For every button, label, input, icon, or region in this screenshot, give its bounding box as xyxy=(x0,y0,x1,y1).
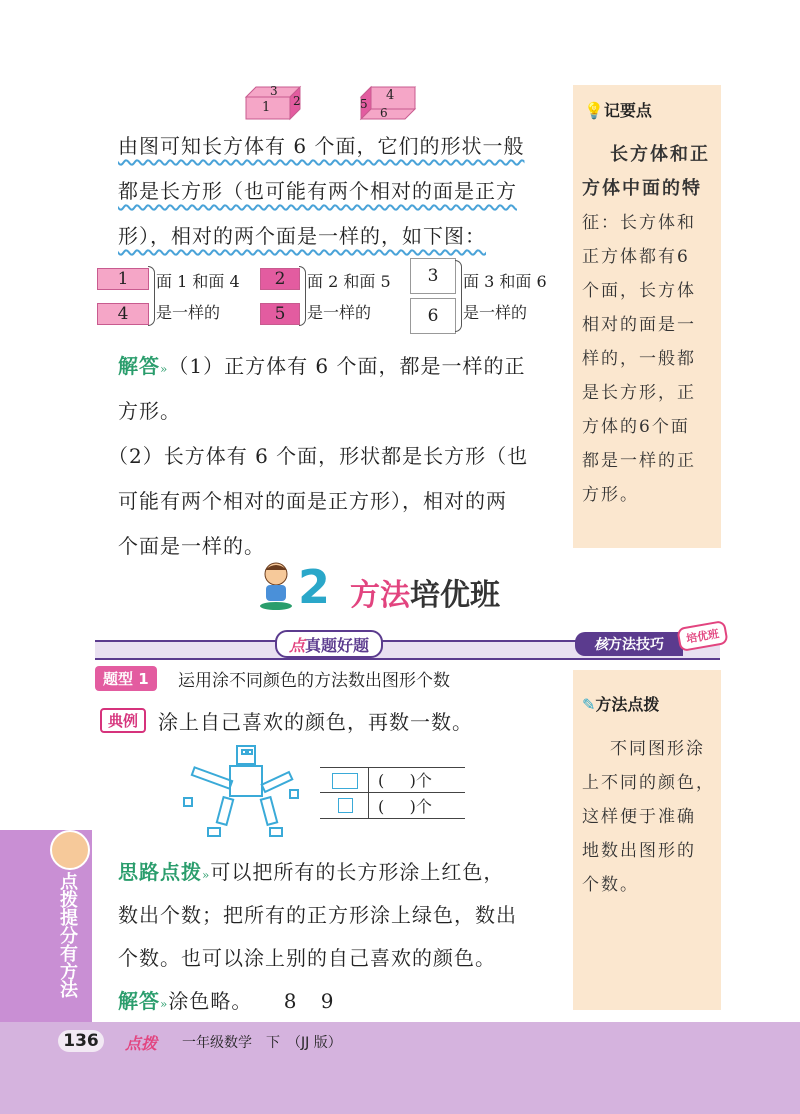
brace-1 xyxy=(148,266,155,326)
page-number: 136 xyxy=(58,1030,104,1052)
final-answer-label: 解答 xyxy=(118,989,160,1013)
final-answer-value-2: 9 xyxy=(320,989,335,1013)
thinking-line-3: 个数。也可以涂上别的自己喜欢的颜色。 xyxy=(118,946,496,970)
footer-band xyxy=(0,1022,800,1114)
section-title: 方法培优班 xyxy=(350,578,500,613)
section-number: 2 xyxy=(298,560,331,614)
robot-figure xyxy=(180,742,310,842)
footer-subject: 一年级数学 下 （JJ 版） xyxy=(182,1035,342,1051)
face-box-5: 5 xyxy=(260,303,300,325)
method-body: 不同图形涂 上不同的颜色， 这样便于准确 地数出图形的 个数。 xyxy=(582,739,715,895)
banner-right-tab: 核 方法技巧 xyxy=(575,632,683,656)
example-tag: 典例 xyxy=(100,708,146,733)
left-strip-text: 点拨提分有方法 xyxy=(57,872,78,998)
count-table xyxy=(320,767,465,819)
example-text: 涂上自己喜欢的颜色，再数一数。 xyxy=(158,710,473,734)
square-icon xyxy=(338,798,353,813)
method-title: ✎方法点拨 xyxy=(582,695,660,714)
rectangle-icon xyxy=(332,773,358,789)
intro-line-2: 都是长方形（也可能有两个相对的面是正方 xyxy=(118,179,517,203)
cube2-bottom-label: 6 xyxy=(380,106,388,120)
final-answer-value-1: 8 xyxy=(283,989,298,1013)
face-box-3: 3 xyxy=(410,258,456,294)
pair-1-desc-2: 是一样的 xyxy=(156,303,221,322)
answer-arrow-icon: » xyxy=(160,362,169,376)
cube1-top-label: 3 xyxy=(270,84,278,98)
answer1-line-2: 方形。 xyxy=(118,399,181,423)
face-box-6: 6 xyxy=(410,298,456,334)
thinking-label: 思路点拨 xyxy=(118,860,202,884)
cube2-left-label: 5 xyxy=(360,97,368,111)
final-answer: 解答»涂色略。 8 9 xyxy=(118,989,335,1013)
cube1-front-label: 1 xyxy=(262,100,271,115)
table-line-bottom xyxy=(320,818,465,819)
lightbulb-icon: 💡 xyxy=(584,101,604,120)
face-box-4: 4 xyxy=(97,303,149,325)
pencil-icon: ✎ xyxy=(582,695,596,714)
mascot-icon xyxy=(256,560,296,612)
banner-right-badge: 培优班 xyxy=(676,620,728,652)
brace-3 xyxy=(455,260,462,332)
cube1-side-label: 2 xyxy=(293,94,301,108)
thinking-line-1: 思路点拨»可以把所有的长方形涂上红色， xyxy=(118,860,505,884)
pair-2-desc-1: 面 2 和面 5 xyxy=(307,272,391,291)
table-row: ( )个 xyxy=(378,797,432,816)
pair-3-desc-2: 是一样的 xyxy=(463,303,528,322)
face-box-2: 2 xyxy=(260,268,300,290)
answer2-line-3: 个面是一样的。 xyxy=(118,534,265,558)
banner-left-tab: 点 真题好题 xyxy=(275,630,383,658)
table-row: ( )个 xyxy=(378,771,432,790)
pair-3-desc-1: 面 3 和面 6 xyxy=(463,272,547,291)
pair-2-desc-2: 是一样的 xyxy=(307,303,372,322)
answer1-line-1: 解答»（1）正方体有 6 个面，都是一样的正 xyxy=(118,354,526,378)
thinking-line-2: 数出个数；把所有的正方形涂上绿色，数出 xyxy=(118,903,517,927)
question-type-text: 运用涂不同颜色的方法数出图形个数 xyxy=(178,671,450,691)
table-line-mid xyxy=(320,792,465,793)
brace-2 xyxy=(299,266,306,326)
pair-1-desc-1: 面 1 和面 4 xyxy=(156,272,240,291)
memo-body: 长方体和正 方体中面的特 征：长方体和 正方体都有6 个面，长方体 相对的面是一 样的，一般都 是长方形，正 方体的6个面 都是一样的正 方形。 xyxy=(582,144,710,505)
intro-line-3: 形），相对的两个面是一样的，如下图： xyxy=(118,224,486,248)
table-divider xyxy=(368,767,369,819)
mascot-face-icon xyxy=(50,830,90,870)
cube2-back-label: 4 xyxy=(386,88,395,103)
intro-line-1: 由图可知长方体有 6 个面，它们的形状一般 xyxy=(118,134,525,158)
footer-brand: 点拨 xyxy=(125,1034,158,1053)
memo-title: 💡记要点 xyxy=(584,101,652,120)
question-type-tag: 题型 1 xyxy=(95,666,157,691)
answer2-line-2: 可能有两个相对的面是正方形），相对的两 xyxy=(118,489,507,513)
answer1-label: 解答 xyxy=(118,354,160,378)
answer2-line-1: （2）长方体有 6 个面，形状都是长方形（也 xyxy=(108,444,529,468)
face-box-1: 1 xyxy=(97,268,149,290)
